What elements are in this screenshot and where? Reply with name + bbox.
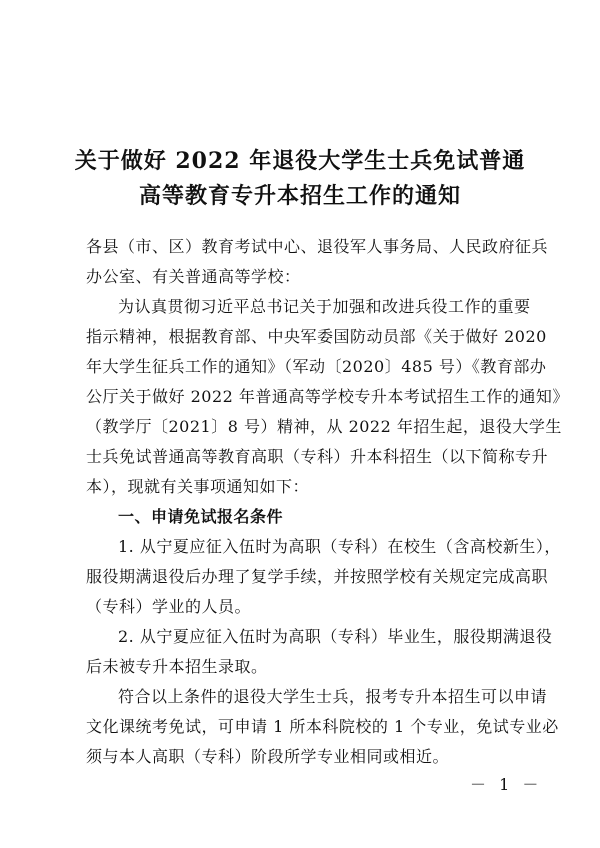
document-title-line-2: 高等教育专升本招生工作的通知 [138, 183, 461, 209]
intro-line-7: 本），现就有关事项通知如下： [86, 477, 310, 496]
intro-line-5: （教学厅〔2021〕8 号）精神，从 2022 年招生起，退役大学生 [86, 417, 562, 436]
item-1-line-1: 1. 从宁夏应征入伍时为高职（专科）在校生（含高校新生）， [118, 537, 561, 556]
intro-line-1: 为认真贯彻习近平总书记关于加强和改进兵役工作的重要 [118, 297, 531, 316]
recipients-line-2: 办公室、有关普通高等学校： [86, 267, 301, 286]
item-2-line-2: 后未被专升本招生录取。 [86, 657, 268, 676]
section-heading: 一、申请免试报名条件 [118, 507, 284, 526]
item-1-line-2: 服役期满退役后办理了复学手续，并按照学校有关规定完成高职 [86, 567, 549, 586]
intro-line-2: 指示精神，根据教育部、中央军委国防动员部《关于做好 2020 [86, 327, 547, 346]
conclusion-line-3: 须与本人高职（专科）阶段所学专业相同或相近。 [86, 747, 450, 766]
item-1-line-3: （专科）学业的人员。 [86, 597, 252, 616]
intro-line-6: 士兵免试普通高等教育高职（专科）升本科招生（以下简称专升 [86, 447, 549, 466]
intro-line-4: 公厅关于做好 2022 年普通高等学校专升本考试招生工作的通知》 [86, 387, 569, 406]
recipients-line-1: 各县（市、区）教育考试中心、退役军人事务局、人民政府征兵 [86, 237, 549, 256]
document-title-line-1: 关于做好 2022 年退役大学生士兵免试普通 [74, 148, 526, 174]
page-number: － 1 － [470, 775, 543, 794]
conclusion-line-2: 文化课统考免试，可申请 1 所本科院校的 1 个专业，免试专业必 [86, 717, 559, 736]
conclusion-line-1: 符合以上条件的退役大学生士兵，报考专升本招生可以申请 [118, 687, 548, 706]
item-2-line-1: 2. 从宁夏应征入伍时为高职（专科）毕业生，服役期满退役 [118, 627, 553, 646]
intro-line-3: 年大学生征兵工作的通知》（军动〔2020〕485 号）《教育部办 [86, 357, 547, 376]
